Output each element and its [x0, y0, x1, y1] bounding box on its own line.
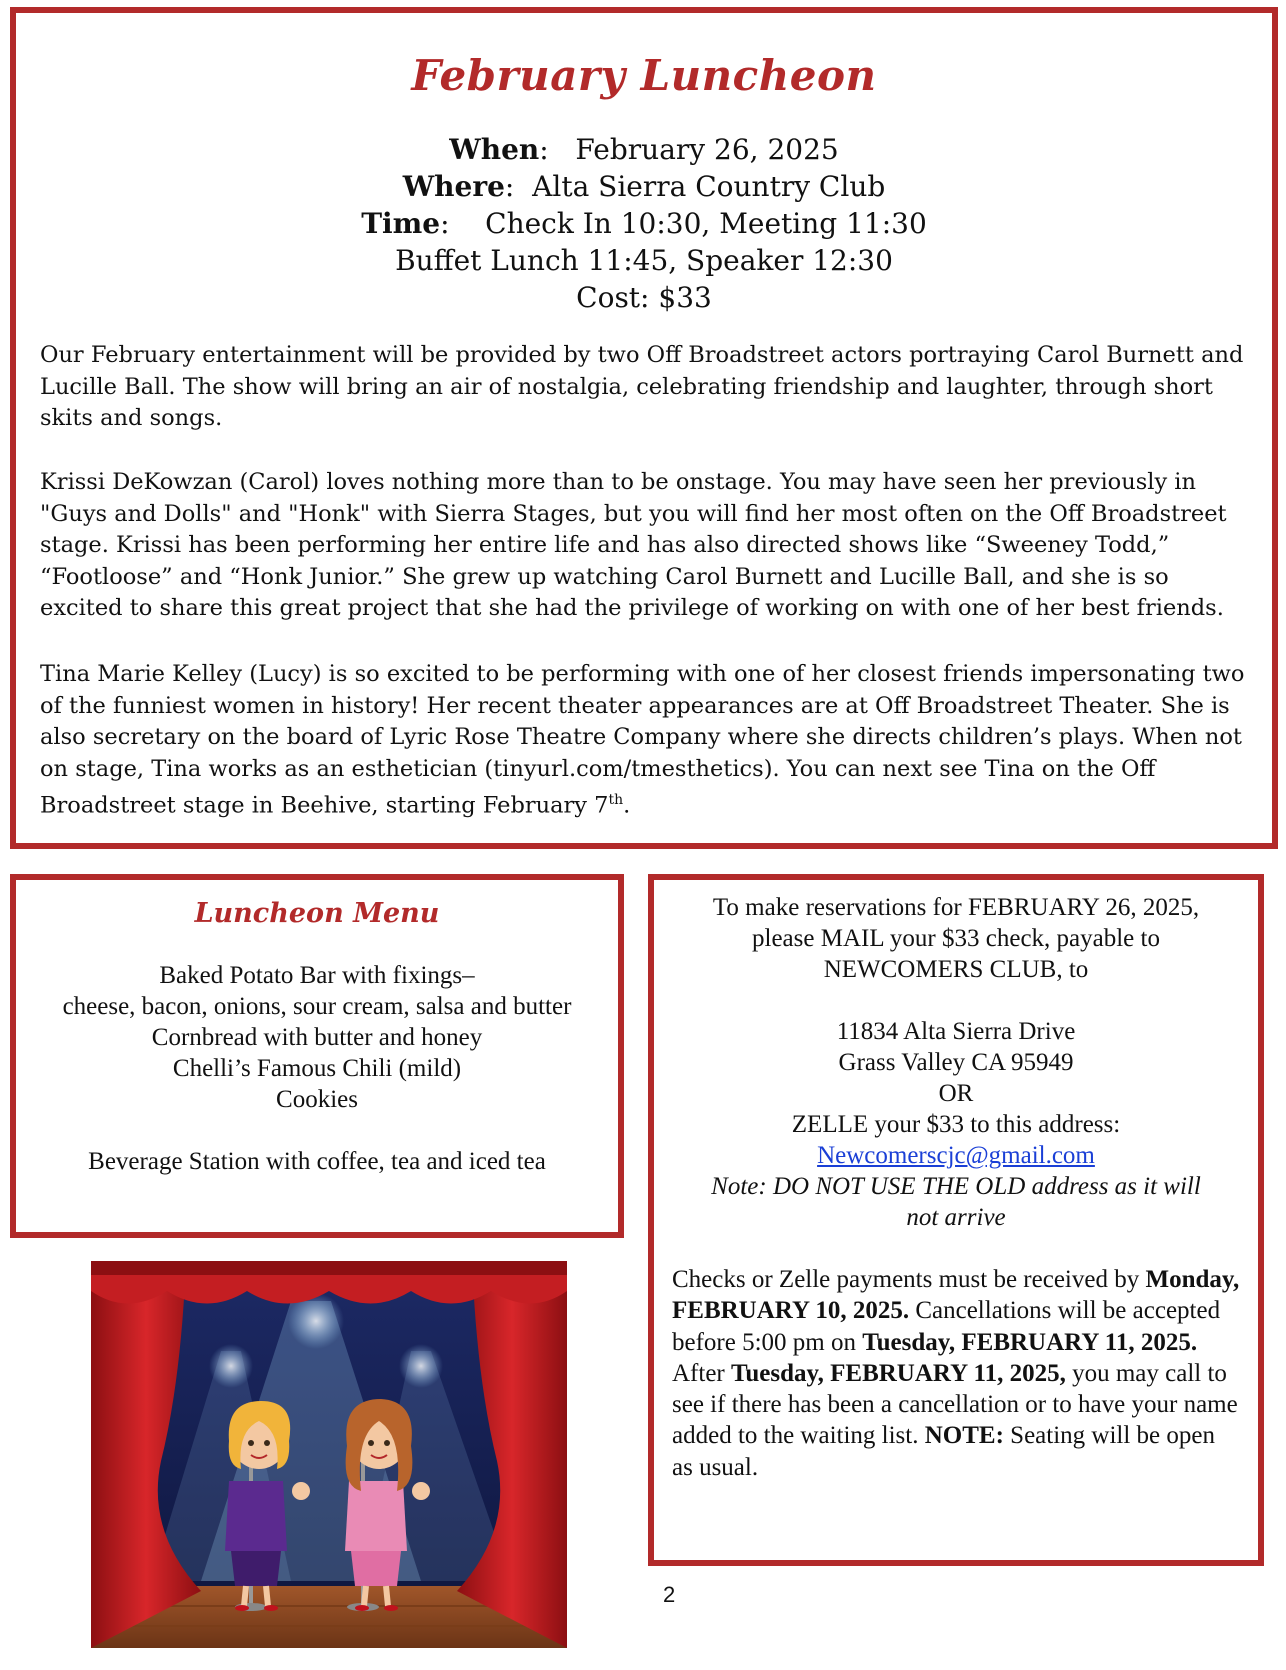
when-label: When: [449, 133, 540, 166]
deadline-text: Checks or Zelle payments must be received by: [672, 1266, 1146, 1293]
reservations-box: [648, 874, 1264, 1566]
time-line-2: Buffet Lunch 11:45, Speaker 12:30: [395, 244, 893, 277]
menu-title: Luncheon Menu: [194, 898, 440, 929]
note-line-2: not arrive: [906, 1204, 1006, 1231]
spacer: [16, 1115, 618, 1146]
deadline-text: After: [672, 1359, 731, 1387]
tina-sup: th: [608, 792, 624, 808]
event-details: [16, 131, 1272, 316]
where-label: Where: [402, 170, 505, 203]
menu-item: Cookies: [276, 1086, 358, 1113]
res-line-1: To make reservations for FEBRUARY 26, 2025,: [712, 894, 1200, 921]
tina-end: .: [623, 792, 631, 819]
page-number: 2: [663, 1582, 676, 1607]
page-title: February Luncheon: [411, 51, 877, 100]
time-label: Time: [361, 207, 441, 240]
zelle-line: ZELLE your $33 to this address:: [791, 1111, 1121, 1138]
when-value: February 26, 2025: [575, 133, 839, 166]
res-line-3: NEWCOMERS CLUB, to: [823, 956, 1089, 983]
stage-illustration: [91, 1261, 567, 1648]
tina-paragraph: [40, 659, 1248, 822]
where-value: Alta Sierra Country Club: [532, 170, 886, 203]
deadline-text: you may call to see if there has been a cancellation or to have your name added to the waiting list.: [672, 1359, 1238, 1450]
deadline-date: Monday, FEBRUARY 10, 2025.: [672, 1266, 1240, 1325]
krissi-text: Krissi DeKowzan (Carol) loves nothing more than to be onstage. You may have seen her previously in "Guys and Dolls" and "Honk" with Sierra Stages, but you will find her most often on the Off Broadstreet stage. Krissi has been performing her entire life and has also directed shows like “Sweeney Todd,” “Footloose” and “Honk Junior.” She grew up watching Carol Burnett and Lucille Ball, and she is so excited to share this great project that she had the privilege of working on with one of her best friends.: [40, 469, 1227, 621]
stage-illustration-svg: [91, 1261, 567, 1648]
menu-box: [10, 874, 624, 1238]
deadline-text: Seating will be open as usual.: [672, 1422, 1215, 1481]
event-details-box: [10, 7, 1278, 849]
time-line: Time: Check In 10:30, Meeting 11:30: [361, 207, 927, 240]
res-line-2: please MAIL your $33 check, payable to: [752, 925, 1160, 952]
menu-item: Baked Potato Bar with fixings–: [159, 962, 475, 989]
menu-beverage: Beverage Station with coffee, tea and iced tea: [88, 1148, 546, 1175]
cost-line: Cost: $33: [576, 281, 712, 314]
when-line: When: February 26, 2025: [449, 133, 839, 166]
note-label: NOTE:: [924, 1422, 1004, 1450]
cancellation-date: Tuesday, FEBRUARY 11, 2025.: [862, 1328, 1198, 1356]
note-line-1: Note: DO NOT USE THE OLD address as it will: [711, 1173, 1201, 1200]
spacer: [654, 985, 1258, 1016]
address-line-2: Grass Valley CA 95949: [838, 1049, 1074, 1076]
deadline-paragraph: [672, 1264, 1240, 1483]
tina-text-main: Tina Marie Kelley (Lucy) is so excited to be performing with one of her closest friends impersonating two of the funniest women in history! Her recent theater appearances are at Off Broadstreet Theater. She is also secretary on the board of Lyric Rose Theatre Company where she directs children’s plays. When not on stage, Tina works as an esthetician (tinyurl.com/tmesthetics). You can next see Tina on the Off Broadstreet stage in Beehive, starting February 7: [40, 661, 1245, 819]
address-line-1: 11834 Alta Sierra Drive: [836, 1018, 1076, 1045]
time-value: Check In 10:30, Meeting 11:30: [485, 207, 927, 240]
menu-item: Chelli’s Famous Chili (mild): [172, 1055, 462, 1082]
where-line: Where: Alta Sierra Country Club: [402, 170, 886, 203]
menu-item: cheese, bacon, onions, sour cream, salsa and butter: [62, 993, 572, 1020]
tina-text: [40, 659, 1248, 822]
cancellation-date-2: Tuesday, FEBRUARY 11, 2025,: [731, 1359, 1066, 1387]
email-link[interactable]: Newcomerscjc@gmail.com: [817, 1142, 1095, 1169]
intro-paragraph: [40, 340, 1248, 435]
menu-item: Cornbread with butter and honey: [151, 1024, 483, 1051]
reservation-instructions: [654, 892, 1258, 1233]
krissi-paragraph: [40, 467, 1248, 625]
or-line: OR: [938, 1080, 974, 1107]
menu-list: [16, 960, 618, 1177]
deadline-text: Cancellations will be accepted before 5:00 pm on: [672, 1297, 1221, 1356]
intro-text: Our February entertainment will be provided by two Off Broadstreet actors portraying Carol Burnett and Lucille Ball. The show will bring an air of nostalgia, celebrating friendship and laughter, through short skits and songs.: [40, 342, 1244, 431]
